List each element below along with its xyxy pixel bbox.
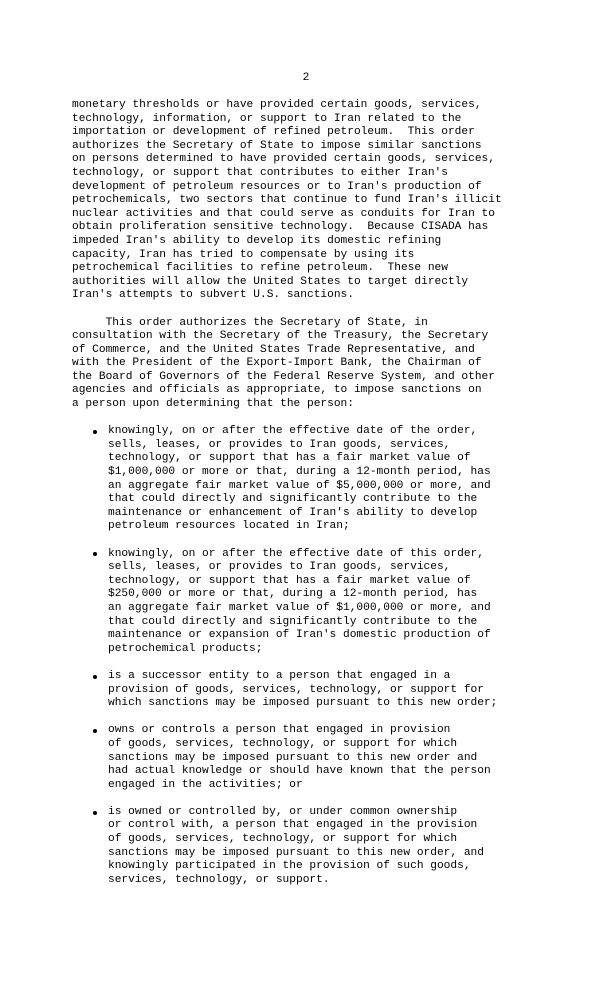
text-line: that could directly and significantly contribute to the xyxy=(108,615,478,628)
text-line: authorizes the Secretary of State to impose similar sanctions xyxy=(72,139,482,152)
page-number: 2 xyxy=(302,72,310,84)
text-line: knowingly, on or after the effective date of this order, xyxy=(108,547,484,560)
text-line: $250,000 or more or that, during a 12-month period, has xyxy=(108,588,478,601)
text-line: provision of goods, services, technology, or support for xyxy=(108,683,484,696)
text-line: of goods, services, technology, or support for which xyxy=(108,833,458,846)
bullet-item xyxy=(72,724,542,792)
text-line: agencies and officials as appropriate, to impose sanctions on xyxy=(72,384,482,397)
text-line: This order authorizes the Secretary of State, in xyxy=(72,316,428,329)
text-line: petroleum resources located in Iran; xyxy=(108,520,350,533)
text-line: an aggregate fair market value of $1,000,000 or more, and xyxy=(108,601,491,614)
bullet-text xyxy=(108,425,542,534)
document-body xyxy=(72,99,542,887)
text-line: of goods, services, technology, or support for which xyxy=(108,737,458,750)
text-line: services, technology, or support. xyxy=(108,873,330,886)
bullet-icon xyxy=(90,670,100,684)
text-line: sanctions may be imposed pursuant to this new order, and xyxy=(108,846,484,859)
text-line: petrochemical facilities to refine petroleum. These new xyxy=(72,262,448,275)
text-line: nuclear activities and that could serve as conduits for Iran to xyxy=(72,207,495,220)
text-line: knowingly, on or after the effective date of the order, xyxy=(108,425,478,438)
text-line: development of petroleum resources or to Iran's production of xyxy=(72,180,482,193)
bullet-icon xyxy=(90,806,100,820)
text-line: with the President of the Export-Import Bank, the Chairman of xyxy=(72,357,482,370)
text-line: technology, or support that contributes to either Iran's xyxy=(72,166,448,179)
paragraph-1 xyxy=(72,99,542,303)
text-line: technology, information, or support to Iran related to the xyxy=(72,112,462,125)
text-line: $1,000,000 or more or that, during a 12-month period, has xyxy=(108,466,491,479)
bullet-item xyxy=(72,806,542,888)
text-line: sanctions may be imposed pursuant to this new order and xyxy=(108,751,478,764)
text-line: consultation with the Secretary of the Treasury, the Secretary xyxy=(72,330,489,343)
bullet-text xyxy=(108,548,542,657)
text-line: or control with, a person that engaged in the provision xyxy=(108,819,478,832)
text-line: had actual knowledge or should have known that the person xyxy=(108,765,491,778)
text-line: sells, leases, or provides to Iran goods, services, xyxy=(108,438,451,451)
text-line: the Board of Governors of the Federal Reserve System, and other xyxy=(72,370,495,383)
bullet-list xyxy=(72,425,542,887)
bullet-item xyxy=(72,670,542,711)
text-line: importation or development of refined petroleum. This order xyxy=(72,126,475,139)
paragraph-2 xyxy=(72,317,542,412)
bullet-text xyxy=(108,724,542,792)
text-line: technology, or support that has a fair market value of xyxy=(108,452,471,465)
text-line: authorities will allow the United States to target directly xyxy=(72,275,469,288)
text-line: maintenance or enhancement of Iran's ability to develop xyxy=(108,506,478,519)
text-line: of Commerce, and the United States Trade Representative, and xyxy=(72,343,475,356)
text-line: Iran's attempts to subvert U.S. sanctions. xyxy=(72,289,354,302)
text-line: petrochemicals, two sectors that continue to fund Iran's illicit xyxy=(72,194,502,207)
text-line: that could directly and significantly contribute to the xyxy=(108,493,478,506)
text-line: knowingly participated in the provision of such goods, xyxy=(108,860,471,873)
text-line: impeded Iran's ability to develop its domestic refining xyxy=(72,234,442,247)
text-line: sells, leases, or provides to Iran goods, services, xyxy=(108,561,451,574)
text-line: capacity, Iran has tried to compensate by using its xyxy=(72,248,415,261)
bullet-text xyxy=(108,806,542,888)
text-line: petrochemical products; xyxy=(108,642,263,655)
text-line: is owned or controlled by, or under common ownership xyxy=(108,805,458,818)
bullet-item xyxy=(72,425,542,534)
text-line: maintenance or expansion of Iran's domestic production of xyxy=(108,629,491,642)
bullet-icon xyxy=(90,548,100,562)
text-line: a person upon determining that the person: xyxy=(72,398,354,411)
text-line: on persons determined to have provided certain goods, services, xyxy=(72,153,495,166)
bullet-text xyxy=(108,670,542,711)
bullet-icon xyxy=(90,724,100,738)
text-line: engaged in the activities; or xyxy=(108,778,303,791)
text-line: an aggregate fair market value of $5,000,000 or more, and xyxy=(108,479,491,492)
text-line: is a successor entity to a person that engaged in a xyxy=(108,669,451,682)
text-line: owns or controls a person that engaged in provision xyxy=(108,724,451,737)
text-line: monetary thresholds or have provided certain goods, services, xyxy=(72,99,482,111)
text-line: obtain proliferation sensitive technology. Because CISADA has xyxy=(72,221,489,234)
text-line: technology, or support that has a fair market value of xyxy=(108,574,471,587)
text-line: which sanctions may be imposed pursuant to this new order; xyxy=(108,697,498,710)
bullet-item xyxy=(72,548,542,657)
bullet-icon xyxy=(90,425,100,439)
